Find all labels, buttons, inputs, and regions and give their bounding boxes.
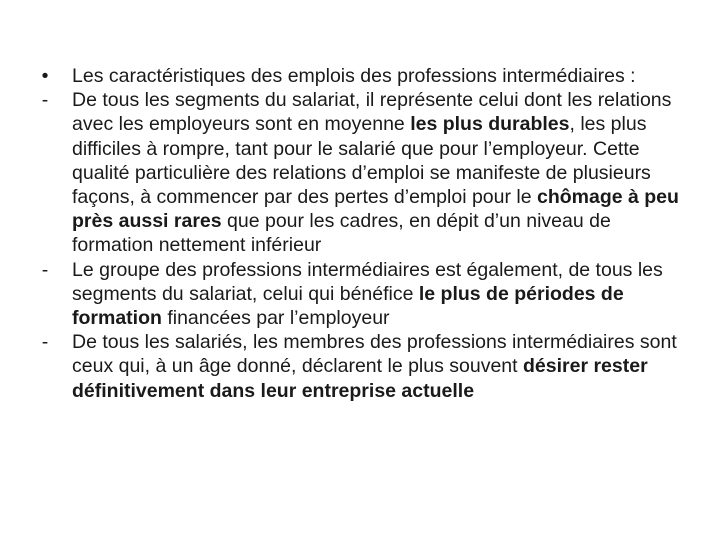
text-segment: que pour les cadres, en dépit d’un niveau de formation nettement inférieur	[72, 210, 611, 257]
text-segment: De tous les salariés, les membres des professions intermédiaires sont ceux qui, à un âge donné, déclarent le plus souvent	[72, 331, 677, 378]
bold-text-segment: le plus de périodes de formation	[72, 282, 624, 330]
text-segment: Le groupe des professions intermédiaires est également, de tous les segments du salariat, celui qui bénéfice	[72, 258, 663, 305]
list-item	[30, 258, 690, 331]
text-segment: , les plus difficiles à rompre, tant pour le salarié que pour l’employeur. Cette qualité particulière des relations d’emploi se manifeste de plusieurs façons, à commencer par des pertes d’emploi pour le	[72, 113, 651, 209]
dash-marker: -	[41, 331, 49, 354]
bold-text-segment: les plus durables	[410, 113, 570, 136]
text-segment: financées par l’employeur	[161, 307, 390, 330]
list-item	[30, 88, 690, 257]
bold-text-segment: désirer rester définitivement dans leur entreprise actuelle	[72, 355, 648, 402]
list-item-text	[72, 331, 677, 401]
text-segment: De tous les segments du salariat, il représente celui dont les relations avec les employeurs sont en moyenne	[72, 89, 672, 136]
bold-text-segment: chômage à peu près aussi rares	[72, 186, 679, 233]
list-item-text	[72, 65, 636, 87]
bullet-list	[30, 64, 690, 403]
list-item	[30, 330, 690, 403]
dash-marker: -	[41, 89, 49, 112]
list-item-text	[72, 89, 679, 256]
text-segment: Les caractéristiques des emplois des professions intermédiaires :	[72, 65, 636, 87]
dash-marker: -	[41, 258, 49, 281]
list-item-text	[72, 259, 663, 329]
bullet-marker: •	[41, 65, 49, 87]
list-item	[30, 64, 690, 88]
